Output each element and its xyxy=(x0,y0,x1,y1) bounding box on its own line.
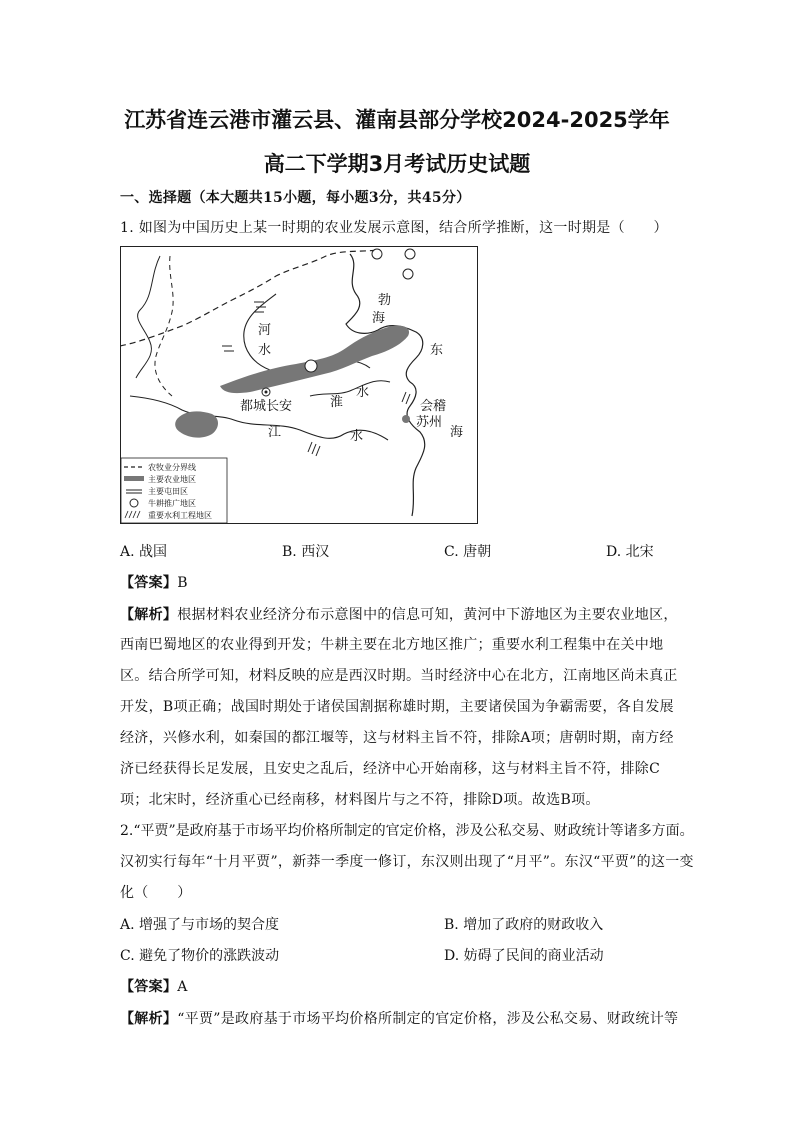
label-bohai-1: 勃 xyxy=(378,293,392,308)
q2-analysis-text-1: “平贾”是政府基于市场平均价格所制定的官定价格，涉及公私交易、财政统计等 xyxy=(177,1011,679,1027)
q1-analysis-line-4: 开发，B项正确；战国时期处于诸侯国割据称雄时期，主要诸侯国为争霸需要，各自发展 xyxy=(120,699,674,715)
q1-answer-label: 【答案】 xyxy=(120,575,178,591)
label-he: 河 xyxy=(258,323,272,338)
page-title-line-2: 高二下学期3月考试历史试题 xyxy=(263,152,531,176)
q1-answer xyxy=(120,572,188,592)
label-bohai-2: 海 xyxy=(372,311,386,326)
q1-option-c: C. 唐朝 xyxy=(444,544,492,560)
q2-analysis-label: 【解析】 xyxy=(120,1011,178,1027)
legend-tuntian: 主要屯田区 xyxy=(148,487,188,496)
agriculture-map xyxy=(120,246,478,524)
label-east-2: 海 xyxy=(450,425,464,440)
label-shui-river: 水 xyxy=(258,343,272,358)
label-east-1: 东 xyxy=(430,343,444,358)
q1-analysis-line-2: 西南巴蜀地区的农业得到开发；牛耕主要在北方地区推广；重要水利工程集中在关中地 xyxy=(120,637,664,653)
label-huai: 淮 xyxy=(330,395,344,410)
map-svg xyxy=(120,246,478,524)
label-huai-shui: 水 xyxy=(356,385,370,400)
q1-analysis-text-1: 根据材料农业经济分布示意图中的信息可知，黄河中下游地区为主要农业地区， xyxy=(177,607,678,623)
label-kuaiji: 会稽 xyxy=(420,399,447,414)
q2-stem-line-2: 汉初实行每年“十月平贾”，新莽一季度一修订，东汉则出现了“月平”。东汉“平贾”的这一变 xyxy=(120,854,694,870)
q1-analysis-line-6: 济已经获得长足发展，且安史之乱后，经济中心开始南移，这与材料主旨不符，排除C xyxy=(120,761,661,777)
legend-agri: 主要农业地区 xyxy=(148,475,196,484)
q1-answer-value: B xyxy=(177,575,188,591)
q2-answer-label: 【答案】 xyxy=(120,979,178,995)
q1-option-a: A. 战国 xyxy=(120,544,168,560)
label-jiang-shui: 水 xyxy=(350,429,364,444)
q1-analysis-line-7: 项；北宋时，经济重心已经南移，材料图片与之不符，排除D项。故选B项。 xyxy=(120,792,600,808)
q2-analysis-line-1 xyxy=(120,1008,678,1028)
q2-stem-line-3: 化（ ） xyxy=(120,885,192,901)
q1-option-b: B. 西汉 xyxy=(282,544,330,560)
q2-answer-value: A xyxy=(177,979,188,995)
q2-option-b: B. 增加了政府的财政收入 xyxy=(444,917,604,933)
label-jiang: 江 xyxy=(268,425,282,440)
q1-analysis-line-5: 经济，兴修水利，如秦国的都江堰等，这与材料主旨不符，排除A项；唐朝时期，南方经 xyxy=(120,730,674,746)
legend-niugeng: 牛耕推广地区 xyxy=(148,499,196,508)
q1-option-d: D. 北宋 xyxy=(606,544,654,560)
q1-stem: 1. 如图为中国历史上某一时期的农业发展示意图，结合所学推断，这一时期是（ ） xyxy=(120,220,668,236)
q2-option-a: A. 增强了与市场的契合度 xyxy=(120,917,280,933)
q2-stem-line-1: 2.“平贾”是政府基于市场平均价格所制定的官定价格，涉及公私交易、财政统计等诸多方面。 xyxy=(120,823,694,839)
q1-analysis-line-1 xyxy=(120,604,678,624)
legend-hydraulic: 重要水利工程地区 xyxy=(148,511,212,520)
q1-analysis-label: 【解析】 xyxy=(120,607,178,623)
legend-boundary: 农牧业分界线 xyxy=(148,463,196,472)
q2-option-d: D. 妨碍了民间的商业活动 xyxy=(444,948,604,964)
section-heading: 一、选择题（本大题共15小题，每小题3分，共45分） xyxy=(120,190,471,206)
page-title-line-1: 江苏省连云港市灌云县、灌南县部分学校2024-2025学年 xyxy=(124,108,670,132)
q2-answer xyxy=(120,976,188,996)
label-suzhou: 苏州 xyxy=(416,415,443,430)
q1-analysis-line-3: 区。结合所学可知，材料反映的应是西汉时期。当时经济中心在北方，江南地区尚未真正 xyxy=(120,668,678,684)
label-capital: 都城长安 xyxy=(240,399,293,414)
suzhou-area-mark xyxy=(402,415,410,423)
q2-option-c: C. 避免了物价的涨跌波动 xyxy=(120,948,280,964)
